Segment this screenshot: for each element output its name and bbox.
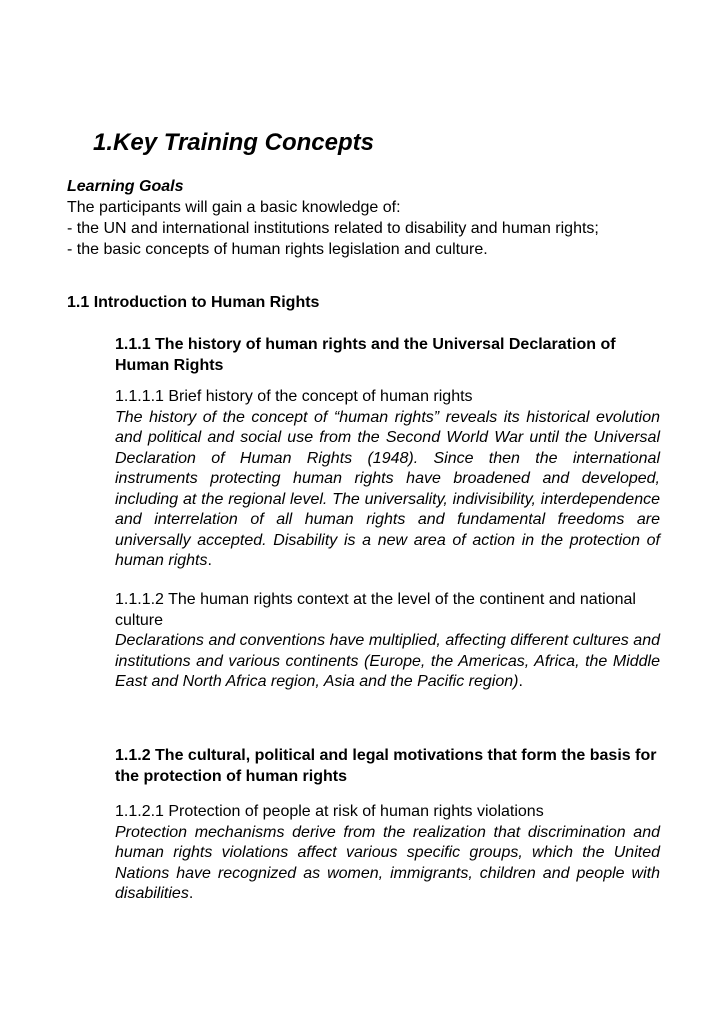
learning-goals-item: - the UN and international institutions related to disability and human rights; — [67, 220, 599, 237]
paragraph-text: The history of the concept of “human rights” reveals its historical evolution and political and social use from the Second World War until the Universal Declaration of Human Rights (1948). Since then the international instruments protecting human rights have broadened and developed, including at the regional level. The universality, indivisibility, interdependence and interrelation of all human rights and fundamental freedoms are universally accepted. Disability is a new area of action in the protection of human rights. — [115, 408, 660, 569]
learning-goals-intro: The participants will gain a basic knowledge of: — [67, 199, 401, 216]
paragraph-title: 1.1.2.1 Protection of people at risk of human rights violations — [115, 803, 544, 820]
paragraph-block — [115, 387, 660, 572]
paragraph-block — [115, 802, 660, 905]
subsection-title: 1.1.2 The cultural, political and legal motivations that form the basis for the protection of human rights — [115, 747, 657, 785]
paragraph-text: Protection mechanisms derive from the realization that discrimination and human rights violations affect various specific groups, which the United Nations have recognized as women, immigrants, children and people with disabilities. — [115, 823, 660, 902]
learning-goals-item: - the basic concepts of human rights legislation and culture. — [67, 241, 488, 258]
paragraph-title: 1.1.1.2 The human rights context at the level of the continent and national culture — [115, 591, 636, 629]
paragraph-title: 1.1.1.1 Brief history of the concept of human rights — [115, 388, 473, 405]
learning-goals-label: Learning Goals — [67, 178, 184, 195]
subsection-title: 1.1.1 The history of human rights and the Universal Declaration of Human Rights — [115, 336, 616, 374]
paragraph-block — [115, 590, 660, 693]
section-title: 1.1 Introduction to Human Rights — [67, 294, 320, 311]
learning-goals — [67, 176, 667, 260]
paragraph-text: Declarations and conventions have multiplied, affecting different cultures and institutions and various continents (Europe, the Americas, Africa, the Middle East and North Africa region, Asia and the Pacific region). — [115, 632, 660, 690]
chapter-heading: 1.Key Training Concepts — [93, 129, 374, 156]
